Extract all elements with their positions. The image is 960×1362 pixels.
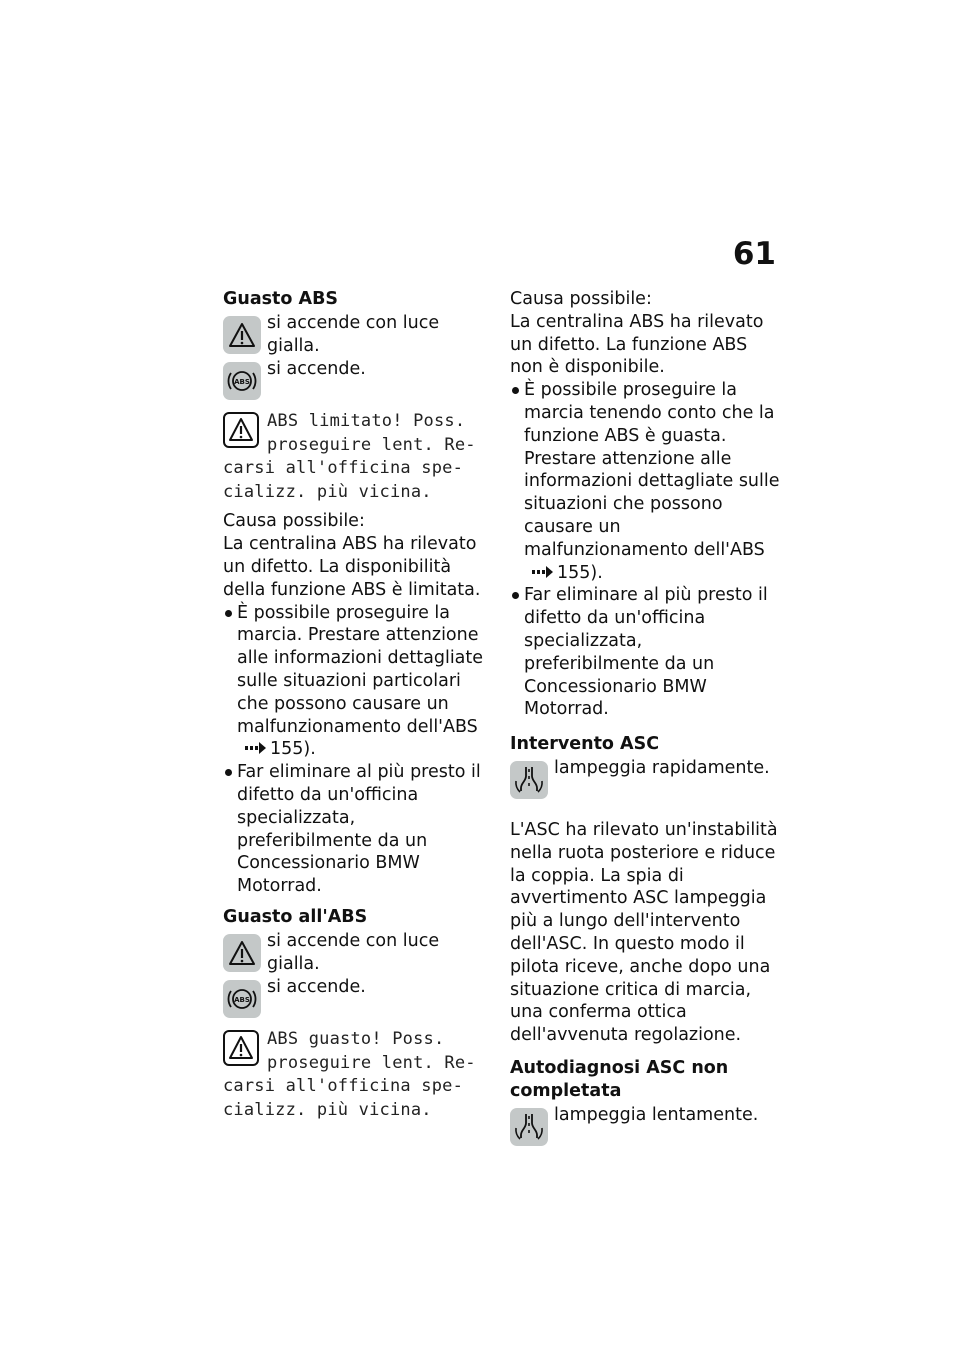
display-message <box>223 410 491 504</box>
warning-light-text: si accende con luce gialla. <box>267 312 440 356</box>
warning-triangle-icon <box>223 934 261 972</box>
warning-triangle-icon <box>223 1030 259 1066</box>
asc-icon <box>510 1108 548 1146</box>
warning-light-row <box>223 930 491 976</box>
asc-light-row <box>510 757 782 807</box>
asc-selftest-heading: Autodiagnosi ASC non completata <box>510 1057 729 1101</box>
asc-light-row <box>510 1104 782 1154</box>
asc-intervention-heading: Intervento ASC <box>510 734 660 755</box>
display-line-4: cializz. più vicina. <box>223 1099 432 1120</box>
display-line-1: ABS limitato! Poss. proseguire lent. Re- <box>223 410 491 457</box>
abs-light-row <box>223 976 491 1020</box>
arrow-right-icon <box>532 565 554 579</box>
arrow-right-icon <box>245 741 267 755</box>
action-list <box>510 379 782 721</box>
display-line-3: carsi all'officina spe- <box>223 1076 464 1097</box>
svg-text:ABS: ABS <box>234 378 250 387</box>
action-list <box>223 602 491 898</box>
abs-light-text: si accende. <box>267 359 366 380</box>
list-item: Far eliminare al più presto il difetto da un'officina specializzata, preferibilmente da un Concessionario BMW Motorrad. <box>223 761 491 898</box>
list-item: È possibile proseguire la marcia. Prestare attenzione alle informazioni dettagliate sulle situazioni particolari che possono causare un malfunzionamento dell'ABS155). <box>223 602 491 762</box>
abs-icon <box>223 980 261 1018</box>
asc-icon <box>510 761 548 799</box>
display-message <box>223 1028 491 1122</box>
asc-explanation: L'ASC ha rilevato un'instabilità nella ruota posteriore e riduce la coppia. La spia di avvertimento ASC lampeggia più a lungo dell'intervento dell'ASC. In questo modo il pilota riceve, anche dopo una situazione critica di marcia, una conferma ottica dell'avvenuta regolazione. <box>510 819 778 1046</box>
list-item: Far eliminare al più presto il difetto da un'officina specializzata, preferibilmente da un Concessionario BMW Motorrad. <box>510 584 782 721</box>
list-item: È possibile proseguire la marcia tenendo conto che la funzione ABS è guasta. Prestare attenzione alle informazioni dettagliate sulle situazioni che possono causare un malfunzionamento dell'ABS155). <box>510 379 782 584</box>
warning-triangle-icon <box>223 316 261 354</box>
right-column <box>510 288 782 1154</box>
cause-label: Causa possibile: <box>223 511 365 532</box>
abs-failure-heading: Guasto all'ABS <box>223 906 368 927</box>
abs-light-text: si accende. <box>267 977 366 998</box>
asc-light-text: lampeggia rapidamente. <box>554 757 770 778</box>
display-line-4: cializz. più vicina. <box>223 481 432 502</box>
abs-fault-heading: Guasto ABS <box>223 289 339 309</box>
display-line-1: ABS guasto! Poss. proseguire lent. Re- <box>223 1028 491 1075</box>
asc-light-text: lampeggia lentamente. <box>554 1104 759 1125</box>
abs-light-row <box>223 358 491 402</box>
warning-triangle-icon <box>223 412 259 448</box>
display-line-3: carsi all'officina spe- <box>223 458 464 479</box>
page-number: 61 <box>732 236 776 272</box>
cause-text: La centralina ABS ha rilevato un difetto. La funzione ABS non è disponibile. <box>510 311 764 378</box>
left-column <box>223 288 491 1122</box>
warning-light-text: si accende con luce gialla. <box>267 930 440 974</box>
cause-text: La centralina ABS ha rilevato un difetto. La disponibilità della funzione ABS è limitata. <box>223 534 481 600</box>
warning-light-row <box>223 312 491 358</box>
cause-label: Causa possibile: <box>510 289 652 309</box>
svg-text:ABS: ABS <box>234 996 250 1005</box>
abs-icon <box>223 362 261 400</box>
